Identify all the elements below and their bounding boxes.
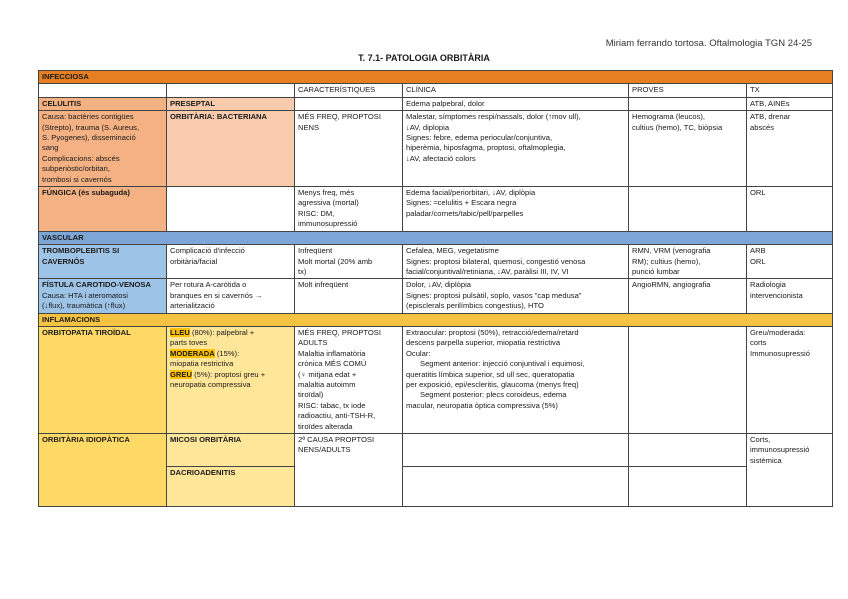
fungica-blank	[167, 187, 295, 232]
tx-line: abscés	[750, 122, 775, 132]
proves-line: Hemograma (leucos),	[632, 112, 706, 122]
grade-moderada-2: miopatia restrictiva	[170, 359, 234, 369]
causa-line: S. Pyogenes), disseminació	[42, 133, 136, 143]
caract-line: Malaltia inflamatòria	[298, 348, 366, 358]
complicacions-line: trombosi si cavernós	[42, 174, 112, 184]
preseptal-label: PRESEPTAL	[167, 97, 295, 110]
orbitopatia-caract	[295, 326, 403, 433]
col-header-caracteristiques: CARACTERÍSTIQUES	[295, 84, 403, 97]
caract-line: immunosupressió	[298, 219, 358, 229]
orbitaria-clinica	[403, 111, 629, 187]
section-vascular	[39, 231, 833, 244]
causa-line: sang	[42, 143, 59, 153]
orbitopatia-tx	[747, 326, 833, 433]
table-row-tromboflebitis	[39, 245, 833, 279]
grade-lleu	[170, 328, 291, 338]
clinica-line: Extraocular: proptosi (50%), retracció/edema/retard	[406, 327, 579, 337]
caract-line: Molt mortal (20% amb	[298, 256, 373, 266]
column-header-row	[39, 84, 833, 97]
caract-line: NENS	[298, 122, 320, 132]
clinica-line: facial/conjuntival/retiniana, ↓AV, paràlisi III, IV, VI	[406, 266, 569, 276]
orbitopatia-grades	[167, 326, 295, 433]
caract-line: Menys freq, més	[298, 188, 355, 198]
tx-line: Radiologia	[750, 280, 786, 290]
grade-greu	[170, 370, 291, 380]
caract-line: agressiva (mortal)	[298, 198, 359, 208]
fistula-clinica	[403, 279, 629, 313]
orbitaria-label: ORBITÀRIA: BACTERIANA	[167, 111, 295, 187]
def-line: Per rotura A-caròtida o	[170, 280, 247, 290]
caract-line: radioactiu, anti-TSH-R,	[298, 411, 376, 421]
orbitaria-caract	[295, 111, 403, 187]
complicacions-line: Complicacions: abscés	[42, 153, 120, 163]
caract-line: 2ª CAUSA PROPTOSI	[298, 435, 375, 444]
greu-text: (5%): proptosi greu +	[191, 369, 266, 379]
dacrio-clinica	[403, 467, 629, 507]
section-title: INFECCIOSA	[39, 71, 833, 84]
col-header-1	[39, 84, 167, 97]
celulitis-label: CELULITIS	[39, 97, 167, 110]
caract-line: MÉS FREQ, PROPTOSI	[298, 327, 381, 337]
fistula-label	[39, 279, 167, 313]
moderada-text: (15%):	[214, 348, 240, 358]
table-row-orbitopatia	[39, 326, 833, 433]
trombo-caract	[295, 245, 403, 279]
tx-line: Immunosupressió	[750, 348, 810, 358]
fistula-def	[167, 279, 295, 313]
preseptal-clinica: Edema palpebral, dolor	[403, 97, 629, 110]
section-title: VASCULAR	[39, 231, 833, 244]
seg-post-line: Segment posterior: plecs coroideus, edema	[420, 390, 567, 400]
lleu-tag: LLEU	[170, 327, 190, 337]
section-title: INFLAMACIONS	[39, 313, 833, 326]
celulitis-causes	[39, 111, 167, 187]
caract-line: tx)	[298, 266, 307, 276]
table-row-idiopatica	[39, 434, 833, 467]
fistula-caract: Molt infreqüent	[295, 279, 403, 313]
tx-line: Greu/moderada:	[750, 327, 806, 337]
caract-line: RISC: tabac, tx iode	[298, 400, 366, 410]
orbitopatia-clinica	[403, 326, 629, 433]
table-row-orbitaria-bacteriana	[39, 111, 833, 187]
seg-ant-line: Segment anterior: injecció conjuntival i equimosi,	[420, 359, 585, 369]
clinica-line: ↓AV, afectació colors	[406, 153, 476, 163]
grade-greu-2: neuropatia compressiva	[170, 379, 251, 389]
orbitopatia-label: ORBITOPATIA TIROÏDAL	[39, 326, 167, 433]
caract-line: NENS/ADULTS	[298, 445, 351, 455]
tx-line: corts	[750, 338, 767, 348]
causa-line: (Strepto), trauma (S. Aureus,	[42, 122, 140, 132]
fungica-clinica	[403, 187, 629, 232]
fungica-label: FÚNGICA (és subaguda)	[39, 187, 167, 232]
tx-line: ORL	[750, 256, 766, 266]
caract-line: MÉS FREQ, PROPTOSI	[298, 112, 381, 122]
grade-lleu-2: parts toves	[170, 338, 208, 348]
greu-tag: GREU	[170, 369, 192, 379]
pathology-table	[38, 70, 833, 507]
clinica-line: Cefalea, MEG, vegetatisme	[406, 246, 499, 256]
tx-line: immunosupressió	[750, 445, 810, 455]
lleu-text: (80%): palpebral +	[189, 327, 255, 337]
dacrio-proves	[629, 467, 747, 507]
fungica-proves	[629, 187, 747, 232]
trombo-proves	[629, 245, 747, 279]
col-header-tx: TX	[747, 84, 833, 97]
clinica-line: Signes: ≈celulitis + Escara negra	[406, 198, 517, 208]
section-infecciosa	[39, 71, 833, 84]
proves-line: RMN, VRM (venografia	[632, 246, 711, 256]
fistula-proves: AngioRMN, angiografia	[629, 279, 747, 313]
col-header-2	[167, 84, 295, 97]
trombo-label-line: TROMBOPLEBITIS SI	[42, 246, 120, 256]
seg-ant-line: per exposició, epi/escleritis, glaucoma (menys freq)	[406, 379, 579, 389]
trombo-label-line: CAVERNÓS	[42, 256, 85, 266]
col-header-proves: PROVES	[629, 84, 747, 97]
orbitopatia-proves	[629, 326, 747, 433]
fungica-tx: ORL	[747, 187, 833, 232]
table-row-fistula	[39, 279, 833, 313]
caract-line: tiroïdal)	[298, 390, 324, 400]
tx-line: sistèmica	[750, 455, 782, 465]
clinica-line: Ocular:	[406, 348, 431, 358]
micosi-label: MICOSI ORBITÀRIA	[167, 434, 295, 467]
trombo-def	[167, 245, 295, 279]
fungica-caract	[295, 187, 403, 232]
seg-ant-line: queratitis límbica superior, sd ull sec, queratopatia	[406, 369, 575, 379]
idiopatica-proves	[629, 434, 747, 467]
causa-line: Causa: bactèries contigües	[42, 112, 134, 122]
clinica-line: ↓AV, diplopia	[406, 122, 450, 132]
author-line: Miriam ferrando tortosa. Oftalmologia TGN 24-25	[605, 38, 812, 49]
def-line: Complicació d'infecció	[170, 246, 245, 256]
proves-line: cultius (hemo), TC, biòpsia	[632, 122, 723, 132]
clinica-line: descens parpella superior, miopatia restrictiva	[406, 338, 561, 348]
clinica-line: paladar/cornets/tabic/pell/parpelles	[406, 208, 524, 218]
idiopatica-caract	[295, 434, 403, 507]
seg-post-line: macular, neuropatia òptica compressiva (5%)	[406, 400, 558, 410]
idiopatica-label: ORBITÀRIA IDIOPÀTICA	[39, 434, 167, 507]
idiopatica-tx	[747, 434, 833, 507]
trombo-tx	[747, 245, 833, 279]
col-header-clinica: CLÍNICA	[403, 84, 629, 97]
fistula-title: FÍSTULA CAROTIDO-VENOSA	[42, 280, 151, 290]
tx-line: Corts,	[750, 435, 771, 444]
table-row-preseptal	[39, 97, 833, 110]
fistula-tx	[747, 279, 833, 313]
dacrio-label: DACRIOADENITIS	[167, 467, 295, 507]
caract-line: malaltia autoimm	[298, 379, 356, 389]
clinica-line: Dolor, ↓AV, diplòpia	[406, 280, 472, 290]
moderada-tag: MODERADA	[170, 348, 215, 358]
complicacions-line: subperiòstic/orbitari,	[42, 164, 110, 174]
trombo-label	[39, 245, 167, 279]
table-row-fungica	[39, 187, 833, 232]
idiopatica-clinica	[403, 434, 629, 467]
caract-line: Infreqüent	[298, 246, 333, 256]
clinica-line: Signes: febre, edema periocular/conjuntiva,	[406, 133, 553, 143]
caract-line: (♀ mitjana edat +	[298, 369, 357, 379]
section-inflamacions	[39, 313, 833, 326]
preseptal-tx: ATB, AINEs	[747, 97, 833, 110]
caract-line: ADULTS	[298, 338, 328, 348]
clinica-line: Signes: proptosi bilateral, quemosi, congestió venosa	[406, 256, 586, 266]
trombo-clinica	[403, 245, 629, 279]
clinica-line: Edema facial/periorbitari, ↓AV, diplòpia	[406, 188, 536, 198]
proves-line: RM); cultius (hemo),	[632, 256, 701, 266]
clinica-line: hiperèmia, hiposfagma, proptosi, oftalmoplegia,	[406, 143, 566, 153]
tx-line: ARB	[750, 246, 766, 256]
clinica-line: Malestar, símptomes respi/nassals, dolor (↑mov ull),	[406, 112, 581, 122]
preseptal-proves	[629, 97, 747, 110]
def-line: branques en si cavernós →	[170, 290, 263, 300]
tx-line: ATB, drenar	[750, 112, 791, 122]
tx-line: intervencionista	[750, 290, 803, 300]
def-line: orbitària/facial	[170, 256, 218, 266]
page-title: T. 7.1- PATOLOGIA ORBITÀRIA	[358, 53, 490, 63]
proves-line: punció lumbar	[632, 266, 680, 276]
fistula-causa: Causa: HTA i ateromatosi	[42, 290, 128, 300]
orbitaria-tx	[747, 111, 833, 187]
caract-line: tiroïdes alterada	[298, 421, 353, 431]
fistula-flux: (↓flux), traumàtica (↑flux)	[42, 301, 126, 311]
clinica-line: (episclerals perilímbics congestius), HTO	[406, 301, 544, 311]
clinica-line: Signes: proptosi pulsàtil, soplo, vasos "cap medusa"	[406, 290, 582, 300]
preseptal-caract	[295, 97, 403, 110]
grade-moderada	[170, 349, 291, 359]
caract-line: crònica MÉS COMÚ	[298, 359, 367, 369]
def-line: arterialització	[170, 301, 215, 311]
orbitaria-proves	[629, 111, 747, 187]
caract-line: RISC: DM,	[298, 208, 335, 218]
